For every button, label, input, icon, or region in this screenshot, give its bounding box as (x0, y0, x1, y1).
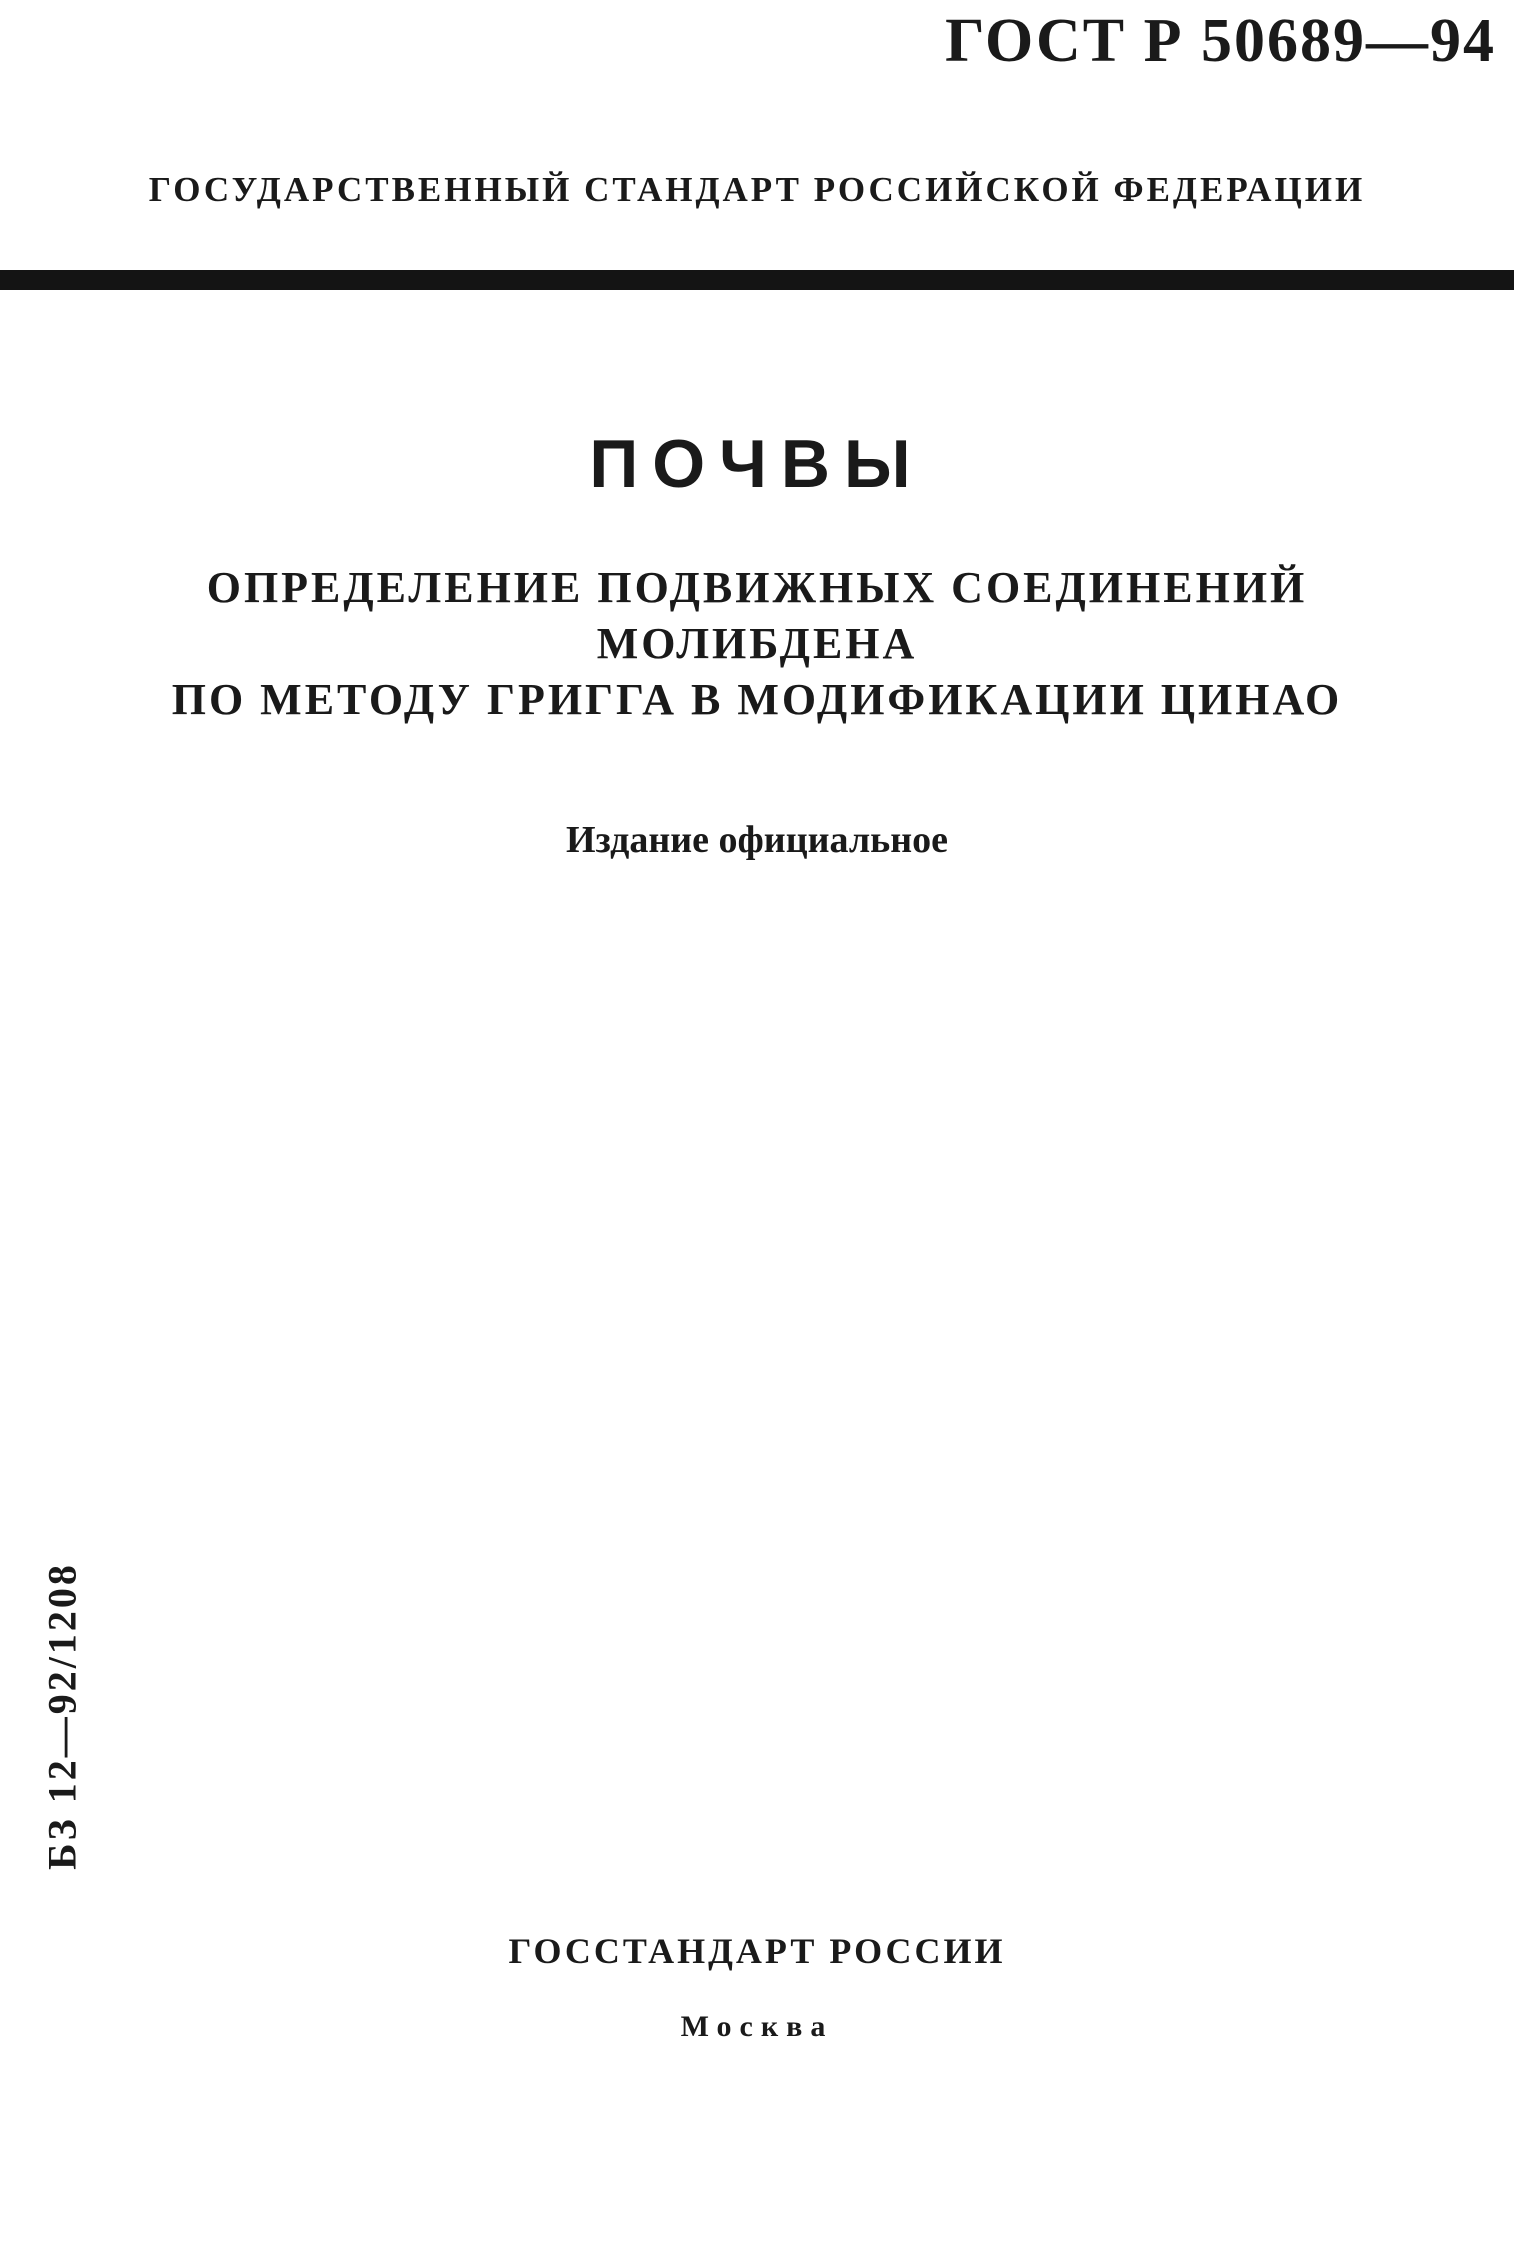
state-standard-heading: ГОСУДАРСТВЕННЫЙ СТАНДАРТ РОССИЙСКОЙ ФЕДЕРАЦИИ (148, 170, 1366, 209)
document-title: ПОЧВЫ (589, 426, 925, 502)
gost-number: ГОСТ Р 50689—94 (945, 7, 1496, 75)
header-divider (0, 270, 1514, 290)
edition-note: Издание официальное (565, 819, 948, 861)
publication-city: Москва (680, 2010, 834, 2043)
document-subtitle (0, 560, 1514, 728)
subtitle-line-1: ОПРЕДЕЛЕНИЕ ПОДВИЖНЫХ СОЕДИНЕНИЙ (206, 563, 1308, 612)
side-code: БЗ 12—92/1208 (39, 1562, 85, 1870)
subtitle-line-2: МОЛИБДЕНА (596, 619, 918, 668)
subtitle-line-3: ПО МЕТОДУ ГРИГГА В МОДИФИКАЦИИ ЦИНАО (171, 675, 1343, 724)
publisher: ГОССТАНДАРТ РОССИИ (508, 1931, 1006, 1971)
